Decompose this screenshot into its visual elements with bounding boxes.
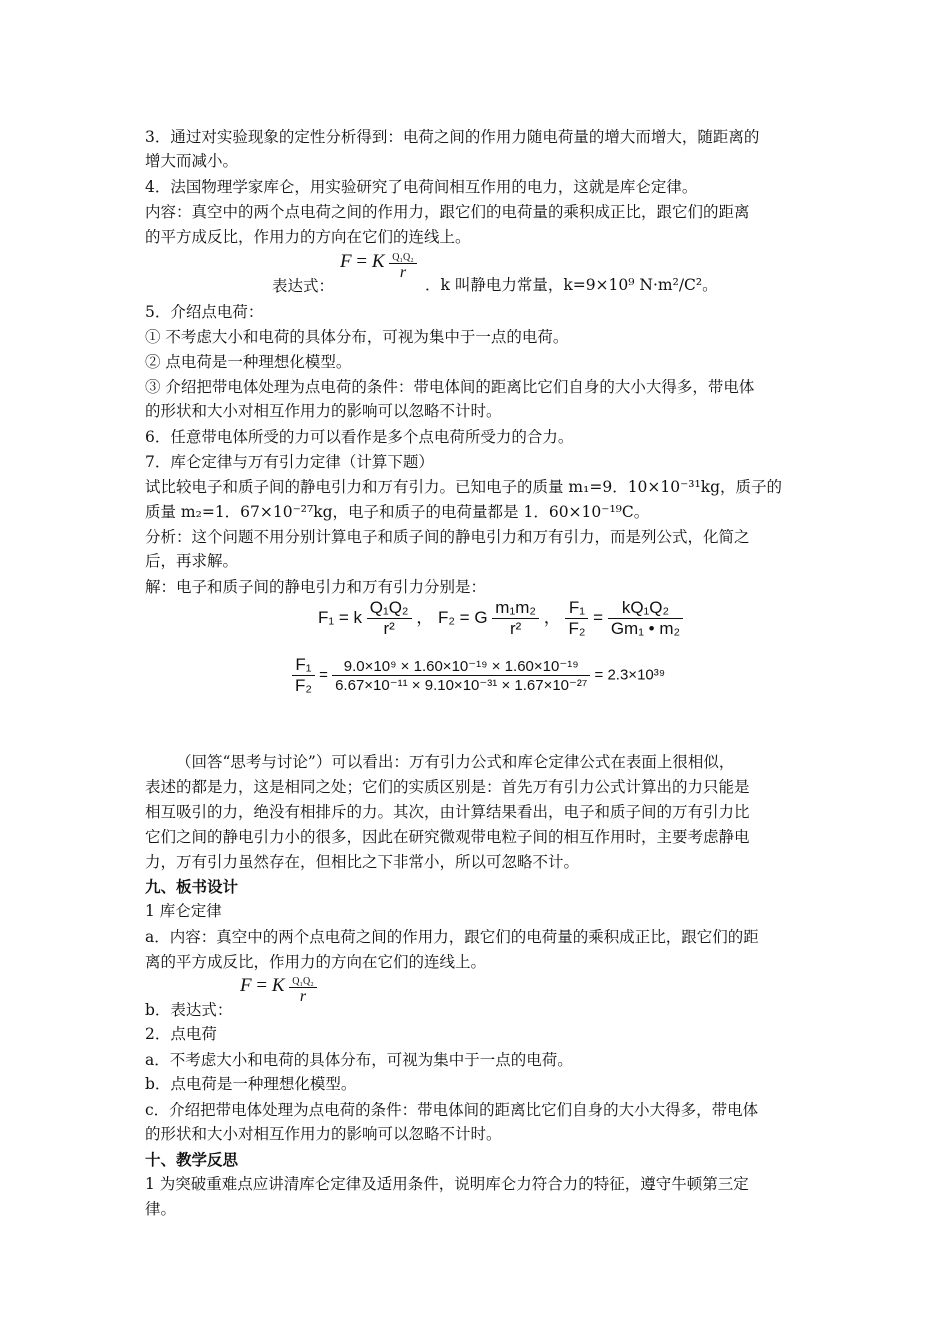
- formula-equals: =: [256, 975, 268, 996]
- f2-lhs: ， F₂ = G: [416, 607, 488, 627]
- text-line: 的形状和大小对相互作用力的影响可以忽略不计时。: [145, 1125, 502, 1143]
- f1-lhs: F₁ = k: [318, 607, 362, 627]
- text-line: （回答“思考与讨论”）可以看出：万有引力公式和库仑定律公式在表面上很相似，: [176, 753, 735, 771]
- text-line: 2．点电荷: [145, 1025, 217, 1043]
- constant-note: ．k 叫静电力常量，k=9×10⁹ N·m²/C²。: [425, 276, 718, 294]
- text-line: 的形状和大小对相互作用力的影响可以忽略不计时。: [145, 402, 502, 420]
- formula-fraction: [289, 976, 316, 1006]
- text-line: 质量 m₂=1．67×10⁻²⁷kg，电子和质子的电荷量都是 1．60×10⁻¹⁹C。: [145, 503, 650, 521]
- text-line: 6．任意带电体所受的力可以看作是多个点电荷所受力的合力。: [145, 428, 574, 446]
- ratio-fraction: [608, 598, 683, 639]
- section-heading: 九、板书设计: [145, 877, 239, 896]
- text-line: 律。: [145, 1200, 177, 1218]
- text-line: a．不考虑大小和电荷的具体分布，可视为集中于一点的电荷。: [145, 1051, 573, 1069]
- text-line: 内容：真空中的两个点电荷之间的作用力，跟它们的电荷量的乘积成正比，跟它们的距离: [145, 203, 750, 221]
- f2-numerator: m₁m₂: [492, 598, 539, 619]
- text-line: 1 为突破重难点应讲清库仑定律及适用条件，说明库仑力符合力的特征，遵守牛顿第三定: [145, 1175, 749, 1193]
- text-line: 力，万有引力虽然存在，但相比之下非常小，所以可忽略不计。: [145, 853, 580, 871]
- text-line: ③ 介绍把带电体处理为点电荷的条件：带电体间的距离比它们自身的大小大得多，带电体: [145, 378, 755, 396]
- section-heading: 十、教学反思: [145, 1150, 239, 1169]
- f2-denominator: r²: [509, 619, 522, 638]
- text-line: 增大而减小。: [145, 152, 239, 170]
- text-line: 分析：这个问题不用分别计算电子和质子间的静电引力和万有引力，而是列公式，化简之: [145, 528, 750, 546]
- formula-fraction: [389, 252, 416, 282]
- ratio-lhs: [565, 598, 588, 639]
- f1-numerator: Q₁Q₂: [367, 598, 412, 619]
- formula-denominator: r: [299, 988, 307, 1005]
- force-formulas: [318, 598, 683, 639]
- formula-K: K: [371, 251, 385, 272]
- text-line: 它们之间的静电引力小的很多，因此在研究微观带电粒子间的相互作用时，主要考虑静电: [145, 828, 750, 846]
- formula-numerator: Q₁Q₂: [389, 252, 416, 264]
- text-line: 3．通过对实验现象的定性分析得到：电荷之间的作用力随电荷量的增大而增大，随距离的: [145, 128, 760, 146]
- f2-fraction: [492, 598, 539, 639]
- formula-F: F: [340, 251, 352, 272]
- formula-F: F: [240, 975, 252, 996]
- coulomb-formula: [340, 251, 417, 282]
- text-line: 的平方成反比，作用力的方向在它们的连线上。: [145, 228, 471, 246]
- ratio-calculation: [292, 655, 665, 696]
- text-line: 4．法国物理学家库仑，用实验研究了电荷间相互作用的电力，这就是库仑定律。: [145, 178, 698, 196]
- text-line: 离的平方成反比，作用力的方向在它们的连线上。: [145, 953, 487, 971]
- text-line: b．点电荷是一种理想化模型。: [145, 1075, 357, 1093]
- formula-K: K: [271, 975, 285, 996]
- ratio-denominator: Gm₁ • m₂: [610, 619, 681, 638]
- ratio-equals: =: [593, 607, 604, 627]
- text-line: b．表达式：: [145, 1001, 233, 1019]
- text-line: 1 库仑定律: [145, 902, 222, 920]
- text-line: 相互吸引的力，绝没有相排斥的力。其次，由计算结果看出，电子和质子间的万有引力比: [145, 803, 750, 821]
- f1-denominator: r²: [383, 619, 395, 638]
- text-line: ② 点电荷是一种理想化模型。: [145, 353, 352, 371]
- ratio-numerator: kQ₁Q₂: [608, 598, 683, 619]
- text-line: ① 不考虑大小和电荷的具体分布，可视为集中于一点的电荷。: [145, 328, 569, 346]
- calc-equals: =: [319, 666, 328, 684]
- calc-fraction: [332, 657, 590, 694]
- text-line: 后，再求解。: [145, 552, 239, 570]
- formula-equals: =: [356, 251, 368, 272]
- coulomb-formula-board: [240, 975, 317, 1006]
- calc-result: = 2.3×10³⁹: [594, 666, 666, 684]
- text-line: 表述的都是力，这是相同之处；它们的实质区别是：首先万有引力公式计算出的力只能是: [145, 778, 750, 796]
- text-line: 7．库仑定律与万有引力定律（计算下题）: [145, 453, 434, 471]
- formula-separator: ，: [543, 607, 561, 627]
- ratio-lhs-denominator: F₂: [568, 619, 586, 638]
- calc-denominator: 6.67×10⁻¹¹ × 9.10×10⁻³¹ × 1.67×10⁻²⁷: [335, 677, 588, 694]
- text-line: a．内容：真空中的两个点电荷之间的作用力，跟它们的电荷量的乘积成正比，跟它们的距: [145, 928, 759, 946]
- calc-numerator: 9.0×10⁹ × 1.60×10⁻¹⁹ × 1.60×10⁻¹⁹: [332, 657, 590, 676]
- formula-denominator: r: [399, 264, 407, 281]
- text-line: 解：电子和质子间的静电引力和万有引力分别是：: [145, 578, 487, 596]
- calc-lhs-denominator: F₂: [295, 676, 312, 695]
- ratio-lhs-numerator: F₁: [565, 598, 588, 619]
- calc-lhs: [292, 655, 315, 696]
- expression-label: 表达式：: [272, 277, 335, 295]
- f1-fraction: [367, 598, 412, 639]
- calc-lhs-numerator: F₁: [292, 655, 315, 676]
- formula-numerator: Q₁Q₂: [289, 976, 316, 988]
- text-line: 试比较电子和质子间的静电引力和万有引力。已知电子的质量 m₁=9．10×10⁻³¹kg，质子的: [145, 478, 783, 496]
- text-line: 5．介绍点电荷：: [145, 303, 264, 321]
- text-line: c．介绍把带电体处理为点电荷的条件：带电体间的距离比它们自身的大小大得多，带电体: [145, 1101, 759, 1119]
